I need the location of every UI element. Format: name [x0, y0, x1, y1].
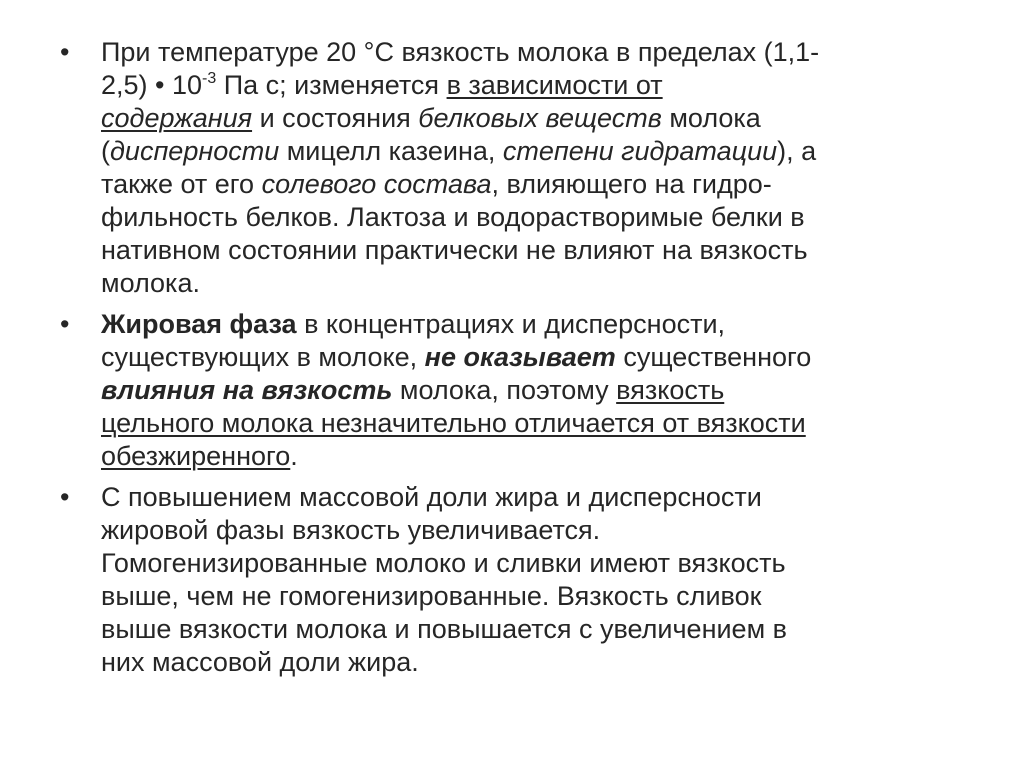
text-run: Па с; изменяется — [216, 70, 447, 100]
text-run: При температуре 20 °С вязкость молока в пределах (1,1- — [101, 37, 820, 67]
text-run: 2,5) • 10 — [101, 70, 203, 100]
text-run: также от его — [101, 169, 262, 199]
bold-text: Жировая фаза — [101, 309, 297, 339]
italic-text: солевого состава — [261, 169, 492, 199]
italic-text: дисперности — [110, 136, 280, 166]
text-run: С повышением массовой доли жира и дисперсности — [101, 482, 762, 512]
bullet-fat-phase — [60, 308, 980, 473]
text-line — [101, 580, 980, 613]
text-line — [101, 234, 980, 267]
text-run: выше, чем не гомогенизированные. Вязкость сливок — [101, 581, 762, 611]
text-line — [101, 440, 980, 473]
text-run: молока — [661, 103, 761, 133]
bullet-dot-icon: • — [60, 309, 70, 339]
underlined-text: обезжиренного — [101, 441, 291, 471]
text-run: в концентрациях и дисперсности, — [296, 309, 726, 339]
text-run: Гомогенизированные молоко и сливки имеют вязкость — [101, 548, 786, 578]
text-run: , влияющего на гидро- — [491, 169, 772, 199]
text-line — [101, 481, 980, 514]
text-run: ), а — [777, 136, 817, 166]
text-run: существенного — [615, 342, 812, 372]
text-line — [101, 36, 980, 69]
text-line — [101, 547, 980, 580]
text-run: молока. — [101, 268, 200, 298]
text-run: молока, поэтому — [392, 375, 617, 405]
text-line — [101, 514, 980, 547]
bullet-homogenization — [60, 481, 980, 679]
underlined-text: вязкость — [616, 375, 725, 405]
text-line — [101, 135, 980, 168]
text-line — [101, 407, 980, 440]
bold-italic-text: не оказывает — [424, 342, 616, 372]
italic-text: степени гидратации — [502, 136, 778, 166]
text-run: выше вязкости молока и повышается с увеличением в — [101, 614, 787, 644]
underlined-text: в зависимости от — [446, 70, 663, 100]
text-line — [101, 168, 980, 201]
text-run: существующих в молоке, — [101, 342, 425, 372]
text-line — [101, 201, 980, 234]
bold-italic-text: влияния на вязкость — [101, 375, 393, 405]
bullet-viscosity-temperature — [60, 36, 980, 300]
text-run: нативном состоянии практически не влияют на вязкость — [101, 235, 808, 265]
bullet-dot-icon: • — [60, 482, 70, 512]
text-run: жировой фазы вязкость увеличивается. — [101, 515, 601, 545]
text-line — [101, 69, 980, 102]
text-run: . — [290, 441, 298, 471]
text-line — [101, 308, 980, 341]
text-line — [101, 646, 980, 679]
bullet-list — [60, 36, 980, 687]
bullet-dot-icon: • — [60, 37, 70, 67]
italic-text: белковых веществ — [418, 103, 662, 133]
text-run: ( — [101, 136, 110, 166]
italic-underlined-text: содержания — [101, 103, 253, 133]
text-run: фильность белков. Лактоза и водорастворимые белки в — [101, 202, 805, 232]
text-line — [101, 374, 980, 407]
text-run: них массовой доли жира. — [101, 647, 419, 677]
text-line — [101, 341, 980, 374]
text-line — [101, 102, 980, 135]
text-line — [101, 613, 980, 646]
text-run: и состояния — [252, 103, 419, 133]
text-run: мицелл казеина, — [279, 136, 503, 166]
underlined-text: цельного молока незначительно отличается от вязкости — [101, 408, 806, 438]
text-line — [101, 267, 980, 300]
exponent: -3 — [202, 70, 217, 87]
